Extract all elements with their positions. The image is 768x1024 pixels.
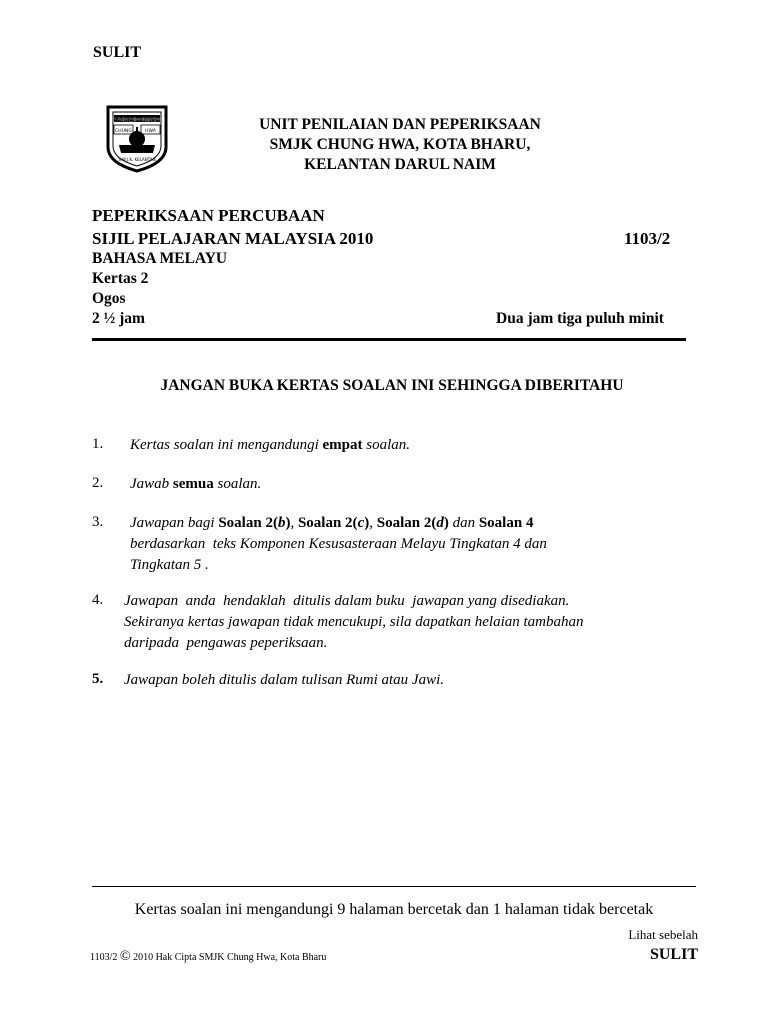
exam-title-line-1: PEPERIKSAAN PERCUBAAN — [92, 206, 325, 225]
instruction-item: Jawapan bagi Soalan 2(b), Soalan 2(c), Soalan 2(d) dan Soalan 4 berdasarkan teks Komponen Kesusasteraan Melayu Tingkatan 4 dan Tingkatan 5 . — [130, 515, 547, 573]
instruction-item: Jawapan boleh ditulis dalam tulisan Rumi atau Jawi. — [124, 672, 444, 688]
svg-text:CHUNG: CHUNG — [115, 129, 132, 134]
copyright-notice: 1103/2 © 2010 Hak Cipta SMJK Chung Hwa, Kota Bharu — [90, 949, 327, 964]
exam-duration-words: Dua jam tiga puluh minit — [496, 310, 664, 327]
classification-label-top: SULIT — [93, 44, 142, 61]
exam-month: Ogos — [92, 290, 126, 307]
exam-duration: 2 ½ jam — [92, 310, 145, 327]
svg-text:HWA: HWA — [145, 129, 156, 134]
subject-name: BAHASA MELAYU — [92, 250, 228, 267]
institution-line-1: UNIT PENILAIAN DAN PEPERIKSAAN — [259, 116, 541, 133]
paper-number: Kertas 2 — [92, 270, 149, 287]
warning-notice: JANGAN BUKA KERTAS SOALAN INI SEHINGGA DIBERITAHU — [160, 377, 624, 394]
exam-title-line-2: SIJIL PELAJARAN MALAYSIA 2010 — [92, 229, 374, 248]
copyright-icon: © — [119, 949, 131, 964]
instruction-number: 4. — [92, 592, 104, 608]
instruction-item: Jawab semua soalan. — [130, 476, 262, 492]
instruction-number: 5. — [92, 671, 104, 687]
svg-text:吉兰丹哥打巴鲁中华国民型中学: 吉兰丹哥打巴鲁中华国民型中学 — [109, 117, 165, 122]
instruction-item: Kertas soalan ini mengandungi empat soalan. — [130, 437, 411, 453]
instruction-number: 3. — [92, 514, 104, 530]
instruction-item: Jawapan anda hendaklah ditulis dalam buku jawapan yang disediakan. Sekiranya kertas jawapan tidak mencukupi, sila dapatkan helaian tambahan daripada pengawas peperiksaan. — [124, 593, 584, 651]
header-divider — [92, 338, 686, 341]
institution-line-2: SMJK CHUNG HWA, KOTA BHARU, — [269, 136, 531, 153]
paper-code: 1103/2 — [624, 229, 671, 248]
classification-label-bottom: SULIT — [649, 946, 698, 963]
page-count-note: Kertas soalan ini mengandungi 9 halaman bercetak dan 1 halaman tidak bercetak — [134, 901, 654, 918]
school-crest-logo — [104, 101, 170, 173]
instruction-number: 1. — [92, 436, 104, 452]
institution-line-3: KELANTAN DARUL NAIM — [304, 156, 496, 173]
svg-text:S.M.J.K. KELANTAN: S.M.J.K. KELANTAN — [118, 157, 156, 162]
see-next-page-note: Lihat sebelah — [628, 927, 698, 942]
footer-divider — [92, 886, 696, 887]
instruction-number: 2. — [92, 475, 104, 491]
